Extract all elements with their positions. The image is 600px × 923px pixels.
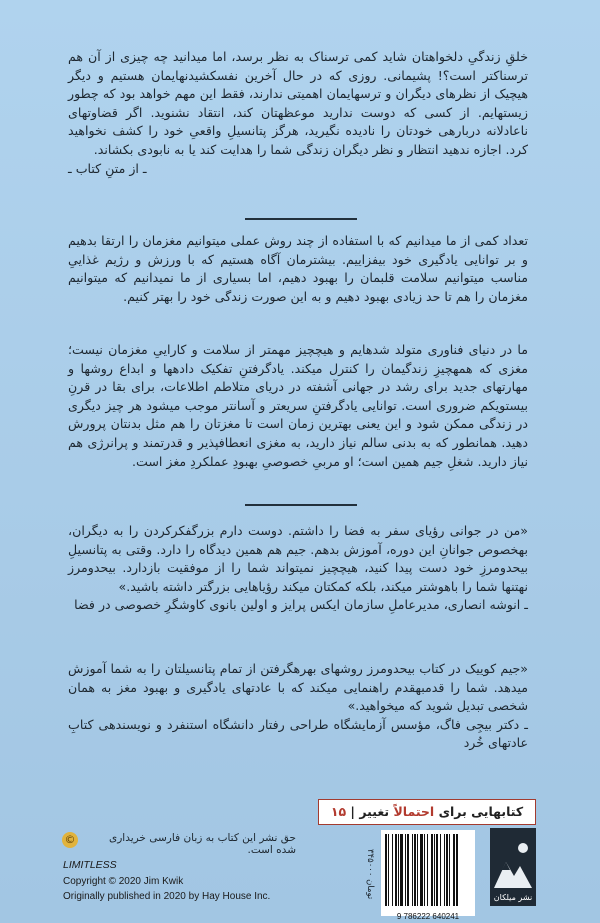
barcode-bar xyxy=(444,834,445,906)
excerpt-paragraph xyxy=(68,48,528,178)
rights-notice: حق نشر این کتاب به زبان فارسی خریداری شده است. xyxy=(109,832,296,856)
original-title: LIMITLESS xyxy=(63,859,117,871)
barcode-bar xyxy=(434,834,435,906)
barcode-icon xyxy=(381,830,475,916)
barcode-bar xyxy=(398,834,399,906)
series-accent: احتمالاً xyxy=(393,804,435,819)
blurb-text: «جیم کوییک در کتاب بیحدومرز روشهای بهرهگرفتن از تمام پتانسیلتان را به شما آموزش میدهد. شما را قدمبهقدم راهنمایی میکند که با عادتهای یادگیری و بهبود مغز به همان شخصی تبدیل شوید که میخواهید.» xyxy=(68,661,528,714)
barcode-bar xyxy=(453,834,455,906)
barcode-bar xyxy=(388,834,389,906)
barcode-bar xyxy=(431,834,433,906)
barcode-bar xyxy=(436,834,438,906)
divider xyxy=(245,218,357,220)
original-copyright: Copyright © 2020 Jim Kwik xyxy=(63,876,184,887)
blurb-text: «من در جوانی رؤیای سفر به فضا را داشتم. دوست دارم بزرگفکرکردن را به دیگران، بهخصوص جوانانِ این دوره، آموزش بدهم. جیم هم همین دیدگاه را دارد. وقتی به پتانسیلِ بیحدومرزِ خود دست پیدا کنید، هیچچیز نمیتواند شما را از موفقیت بازدارد. بیحدومرز نهتنها شما را باهوشتر میکند، بلکه کمکتان میکند رؤیاهایی بزرگتر داشته باشید.» xyxy=(68,523,528,594)
barcode-bar xyxy=(446,834,448,906)
blurb-author: ـ انوشه انصاری، مدیرعاملِ سازمان ایکس پرایز و اولین بانوی کاوشگرِ خصوصی در فضا xyxy=(74,597,528,613)
barcode-number: 9 786222 640241 xyxy=(396,912,460,921)
barcode-bar xyxy=(400,834,403,906)
publisher-logo-text: نشر میلکان xyxy=(493,893,533,902)
copyright-icon: © xyxy=(62,832,78,848)
blurb-ansari xyxy=(68,522,528,615)
barcode-bar xyxy=(407,834,409,906)
series-label: کتابهایی برای احتمالاً تغییر | ۱۵ xyxy=(318,799,536,825)
barcode-bar xyxy=(420,834,423,906)
barcode-bar xyxy=(395,834,397,906)
series-number: ۱۵ xyxy=(330,804,347,819)
blurb-author: ـ دکتر بیجِی فاگ، مؤسس آزمایشگاه طراحی رفتار دانشگاه استنفرد و نویسندهی کتابِ عادتهای خُرد xyxy=(68,716,528,751)
barcode-bar xyxy=(417,834,418,906)
barcode-bar xyxy=(412,834,413,906)
barcode-bar xyxy=(440,834,441,906)
divider xyxy=(245,504,357,506)
barcode-bar xyxy=(405,834,406,906)
body-paragraph: ما در دنیای فناوری متولد شدهایم و هیچچیز مهمتر از سلامت و کاراییِ مغزمان نیست؛ مغزی که همهچیزِ زندگیمان را کنترل میکند. یادگرفتنِ تفکیک دادهها و ابداع روشها و مهارتهای جدید برای رشد در جهانی آشفته در دریای متلاطم اطلاعات، برای بقا در قرنِ بیستویکم ضروری است. توانایی یادگرفتنِ سریعتر و آسانتر موجب میشود هر چیز دیگری در زندگی ممکن شود و این یعنی بهترین زمان است تا مغزتان را هم مثل بدنتان پرورش دهید. همانطور که به بدنی سالم نیاز دارید، به مغزی انعطافپذیر و قدرتمند و پرانرژی هم نیاز دارید. شغلِ جیم همین است؛ او مربیِ خصوصیِ بهبودِ عملکردِ مغز است. xyxy=(68,342,528,469)
blurb-fogg xyxy=(68,660,528,753)
barcode-bar xyxy=(427,834,428,906)
barcode-bar xyxy=(449,834,450,906)
price: ۳۴۵۰۰۰ تومان xyxy=(365,848,375,900)
barcode-bar xyxy=(456,834,458,906)
barcode-bar xyxy=(414,834,416,906)
original-publisher: Originally published in 2020 by Hay House Inc. xyxy=(63,891,271,902)
intro-paragraph: تعداد کمی از ما میدانیم که با استفاده از چند روش عملی میتوانیم مغزمان را ارتقا بدهیم و بر توانایی یادگیری خود بیفزاییم. بیشترمان آگاه هستیم که با ورزش و رژیم غذاییِ مناسب میتوانیم سلامت قلبمان را بهبود دهیم، اما بسیاری از ما نمیدانیم که میتوانیم مغزمان را هم تا حد زیادی بهبود دهیم و به این صورت زندگی خود را بهتر کنیم. xyxy=(68,233,528,304)
barcode-bar xyxy=(392,834,393,906)
barcode-bar xyxy=(385,834,387,906)
excerpt-source: ـ از متنِ کتاب ـ xyxy=(68,160,147,176)
excerpt-text: خلقِ زندگیِ دلخواهتان شاید کمی ترسناک به نظر برسد، اما میدانید چه چیزی از آن هم ترسناکتر است؟! پشیمانی. روزی که در حال آخرین نفسکشیدنهایمان هستیم و دیگر هیچیک از نظرهای دیگران و ترسهایمان اهمیتی ندارند، فقط این مهم خواهد بود که چطور زیستهایم. از کسی که دوست ندارید موعظهتان کند، انتقاد نشنوید. اگر قضاوتهای ناعادلانه دربارهی خودتان را نادیده نگیرید، هرگز پتانسیلِ واقعیِ خود را کشف نخواهید کرد. اجازه ندهید انتظار و نظر دیگران زندگی شما را هدایت کند یا به نابودی بکشاند. xyxy=(68,49,528,157)
barcode-bar xyxy=(424,834,425,906)
